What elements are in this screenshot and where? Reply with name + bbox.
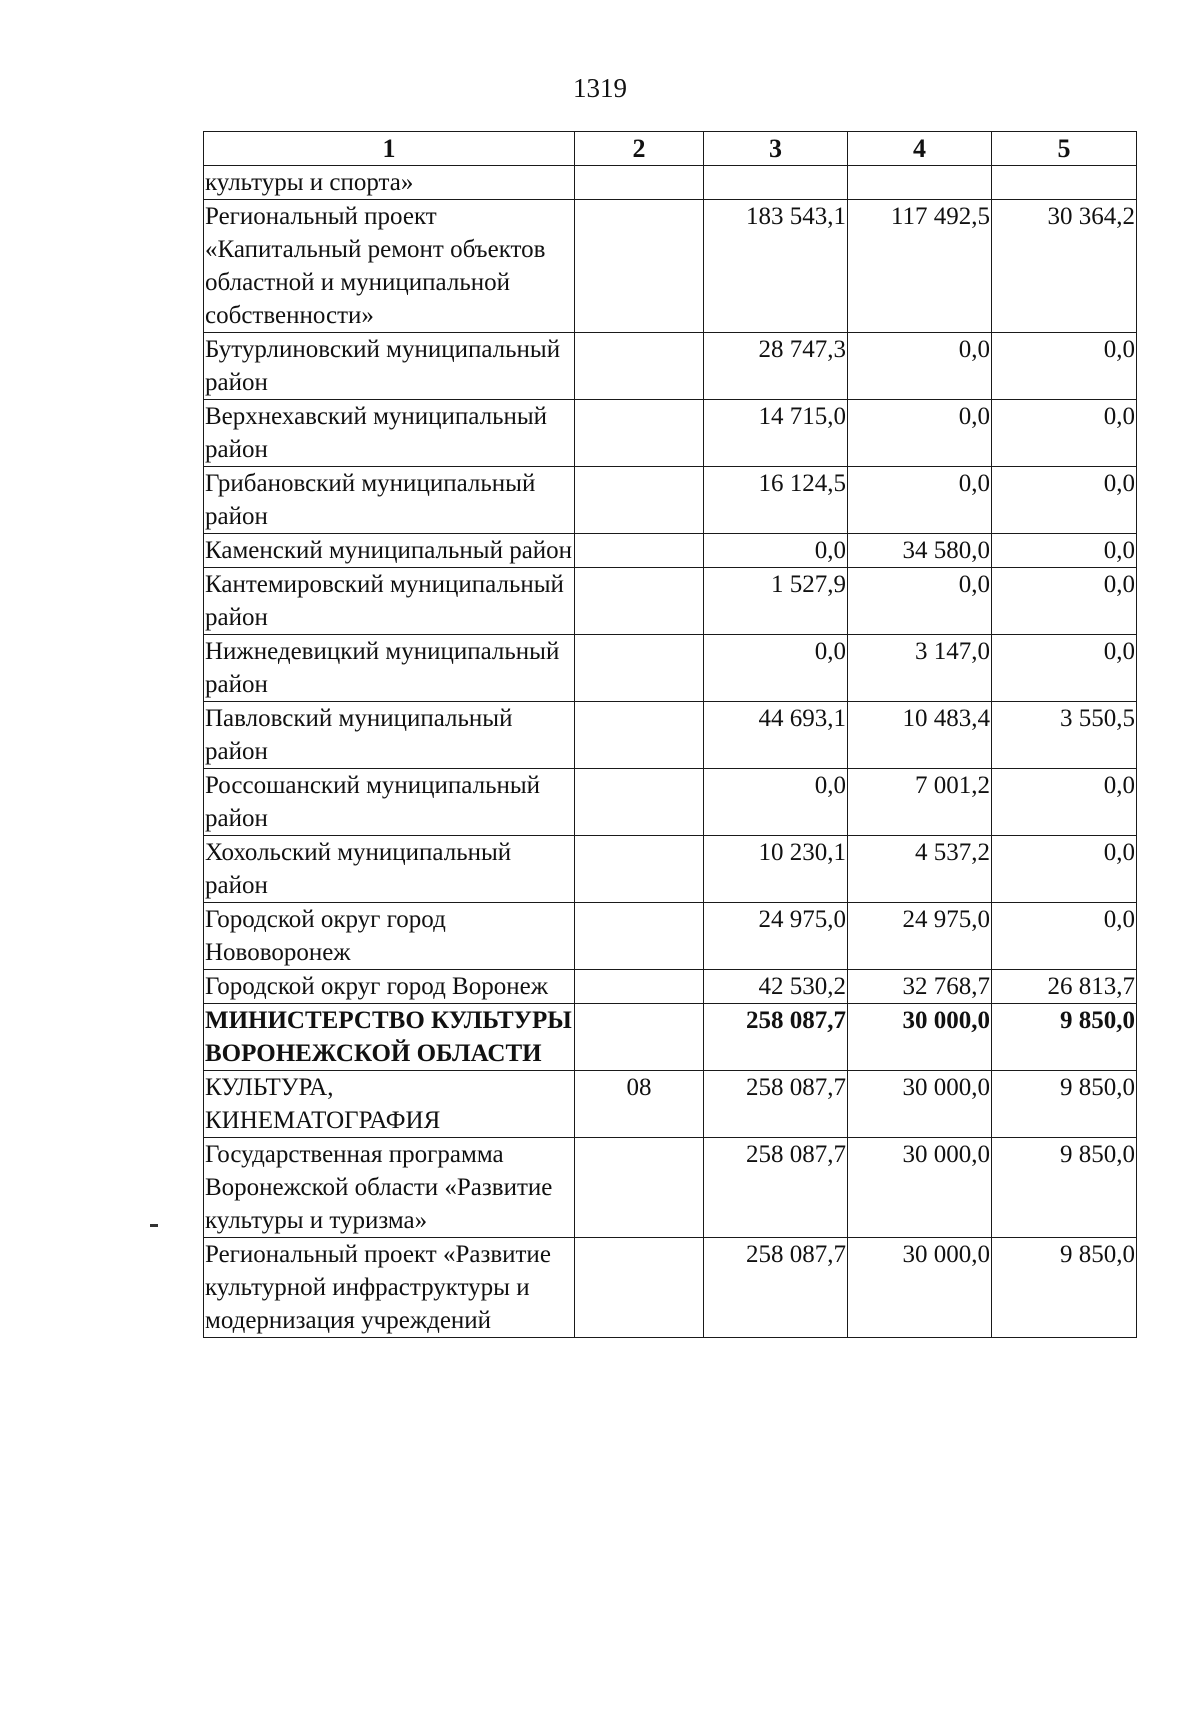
row-value-col4: 24 975,0 — [848, 903, 992, 970]
header-col-5: 5 — [992, 132, 1137, 166]
row-name-cell: культуры и спорта» — [204, 166, 575, 200]
row-value-col3: 16 124,5 — [704, 467, 848, 534]
row-name-cell: Нижнедевицкий муниципальный район — [204, 635, 575, 702]
table-body — [204, 166, 1137, 1338]
table-row — [204, 1238, 1137, 1338]
table-row — [204, 1004, 1137, 1071]
table-row — [204, 836, 1137, 903]
row-name-cell: Павловский муниципальный район — [204, 702, 575, 769]
row-code-cell — [575, 400, 704, 467]
row-code-cell — [575, 1004, 704, 1071]
page-number: 1319 — [573, 73, 627, 103]
row-value-col4: 32 768,7 — [848, 970, 992, 1004]
table-row — [204, 1138, 1137, 1238]
row-value-col4: 3 147,0 — [848, 635, 992, 702]
row-value-col4: 30 000,0 — [848, 1238, 992, 1338]
row-value-col3: 42 530,2 — [704, 970, 848, 1004]
row-value-col4: 30 000,0 — [848, 1071, 992, 1138]
row-code-cell — [575, 970, 704, 1004]
row-value-col3: 28 747,3 — [704, 333, 848, 400]
row-name-cell: Региональный проект «Развитие культурной инфраструктуры и модернизация учреждений — [204, 1238, 575, 1338]
row-name-cell: Городской округ город Воронеж — [204, 970, 575, 1004]
row-value-col4: 0,0 — [848, 400, 992, 467]
row-value-col4: 10 483,4 — [848, 702, 992, 769]
row-value-col5: 30 364,2 — [992, 200, 1137, 333]
row-name-cell: КУЛЬТУРА, КИНЕМАТОГРАФИЯ — [204, 1071, 575, 1138]
row-value-col4: 34 580,0 — [848, 534, 992, 568]
row-value-col4: 117 492,5 — [848, 200, 992, 333]
row-value-col4: 30 000,0 — [848, 1004, 992, 1071]
row-value-col3: 258 087,7 — [704, 1004, 848, 1071]
row-value-col5: 0,0 — [992, 534, 1137, 568]
row-value-col5: 0,0 — [992, 903, 1137, 970]
table-row — [204, 568, 1137, 635]
header-col-3: 3 — [704, 132, 848, 166]
header-col-4: 4 — [848, 132, 992, 166]
row-code-cell — [575, 1138, 704, 1238]
row-value-col3: 258 087,7 — [704, 1238, 848, 1338]
row-value-col5: 26 813,7 — [992, 970, 1137, 1004]
row-value-col5: 9 850,0 — [992, 1071, 1137, 1138]
row-code-cell — [575, 333, 704, 400]
row-value-col5: 0,0 — [992, 635, 1137, 702]
row-value-col3: 183 543,1 — [704, 200, 848, 333]
row-name-cell: Каменский муниципальный район — [204, 534, 575, 568]
row-code-cell — [575, 200, 704, 333]
row-value-col5: 9 850,0 — [992, 1238, 1137, 1338]
row-value-col4: 0,0 — [848, 333, 992, 400]
row-name-cell: Государственная программа Воронежской области «Развитие культуры и туризма» — [204, 1138, 575, 1238]
row-value-col4: 30 000,0 — [848, 1138, 992, 1238]
table-row — [204, 400, 1137, 467]
row-value-col3: 0,0 — [704, 769, 848, 836]
row-code-cell — [575, 903, 704, 970]
row-value-col3: 258 087,7 — [704, 1071, 848, 1138]
table-row — [204, 635, 1137, 702]
table-row — [204, 1071, 1137, 1138]
table-row — [204, 534, 1137, 568]
row-name-cell: Городской округ город Нововоронеж — [204, 903, 575, 970]
stray-mark — [150, 1224, 158, 1227]
table-row — [204, 467, 1137, 534]
table-row — [204, 200, 1137, 333]
row-value-col5: 0,0 — [992, 836, 1137, 903]
row-value-col3 — [704, 166, 848, 200]
row-value-col3: 0,0 — [704, 635, 848, 702]
row-value-col3: 14 715,0 — [704, 400, 848, 467]
table-row — [204, 333, 1137, 400]
row-value-col5 — [992, 166, 1137, 200]
row-value-col3: 0,0 — [704, 534, 848, 568]
row-code-cell — [575, 1238, 704, 1338]
header-col-1: 1 — [204, 132, 575, 166]
table-row — [204, 903, 1137, 970]
table-row — [204, 702, 1137, 769]
row-name-cell: Россошанский муниципальный район — [204, 769, 575, 836]
row-name-cell: Верхнехавский муниципальный район — [204, 400, 575, 467]
row-value-col5: 0,0 — [992, 333, 1137, 400]
row-value-col3: 24 975,0 — [704, 903, 848, 970]
row-value-col5: 9 850,0 — [992, 1004, 1137, 1071]
row-value-col4: 0,0 — [848, 568, 992, 635]
row-code-cell — [575, 836, 704, 903]
row-name-cell: Региональный проект «Капитальный ремонт объектов областной и муниципальной собственности» — [204, 200, 575, 333]
row-value-col4: 0,0 — [848, 467, 992, 534]
budget-table — [203, 131, 1137, 1338]
row-value-col3: 10 230,1 — [704, 836, 848, 903]
row-value-col4: 7 001,2 — [848, 769, 992, 836]
row-value-col5: 0,0 — [992, 769, 1137, 836]
row-value-col5: 0,0 — [992, 400, 1137, 467]
row-value-col5: 3 550,5 — [992, 702, 1137, 769]
row-code-cell — [575, 467, 704, 534]
row-value-col3: 44 693,1 — [704, 702, 848, 769]
row-code-cell — [575, 166, 704, 200]
row-name-cell: Бутурлиновский муниципальный район — [204, 333, 575, 400]
row-name-cell: Хохольский муниципальный район — [204, 836, 575, 903]
row-value-col5: 0,0 — [992, 568, 1137, 635]
header-col-2: 2 — [575, 132, 704, 166]
table-row — [204, 769, 1137, 836]
row-name-cell: Кантемировский муниципальный район — [204, 568, 575, 635]
row-code-cell — [575, 534, 704, 568]
table-row — [204, 166, 1137, 200]
row-value-col5: 9 850,0 — [992, 1138, 1137, 1238]
row-value-col4: 4 537,2 — [848, 836, 992, 903]
header-row — [204, 132, 1137, 166]
row-code-cell: 08 — [575, 1071, 704, 1138]
row-code-cell — [575, 769, 704, 836]
row-name-cell: Грибановский муниципальный район — [204, 467, 575, 534]
table-row — [204, 970, 1137, 1004]
row-code-cell — [575, 635, 704, 702]
row-code-cell — [575, 568, 704, 635]
row-code-cell — [575, 702, 704, 769]
row-name-cell: МИНИСТЕРСТВО КУЛЬТУРЫ ВОРОНЕЖСКОЙ ОБЛАСТИ — [204, 1004, 575, 1071]
row-value-col3: 1 527,9 — [704, 568, 848, 635]
row-value-col5: 0,0 — [992, 467, 1137, 534]
row-value-col4 — [848, 166, 992, 200]
row-value-col3: 258 087,7 — [704, 1138, 848, 1238]
